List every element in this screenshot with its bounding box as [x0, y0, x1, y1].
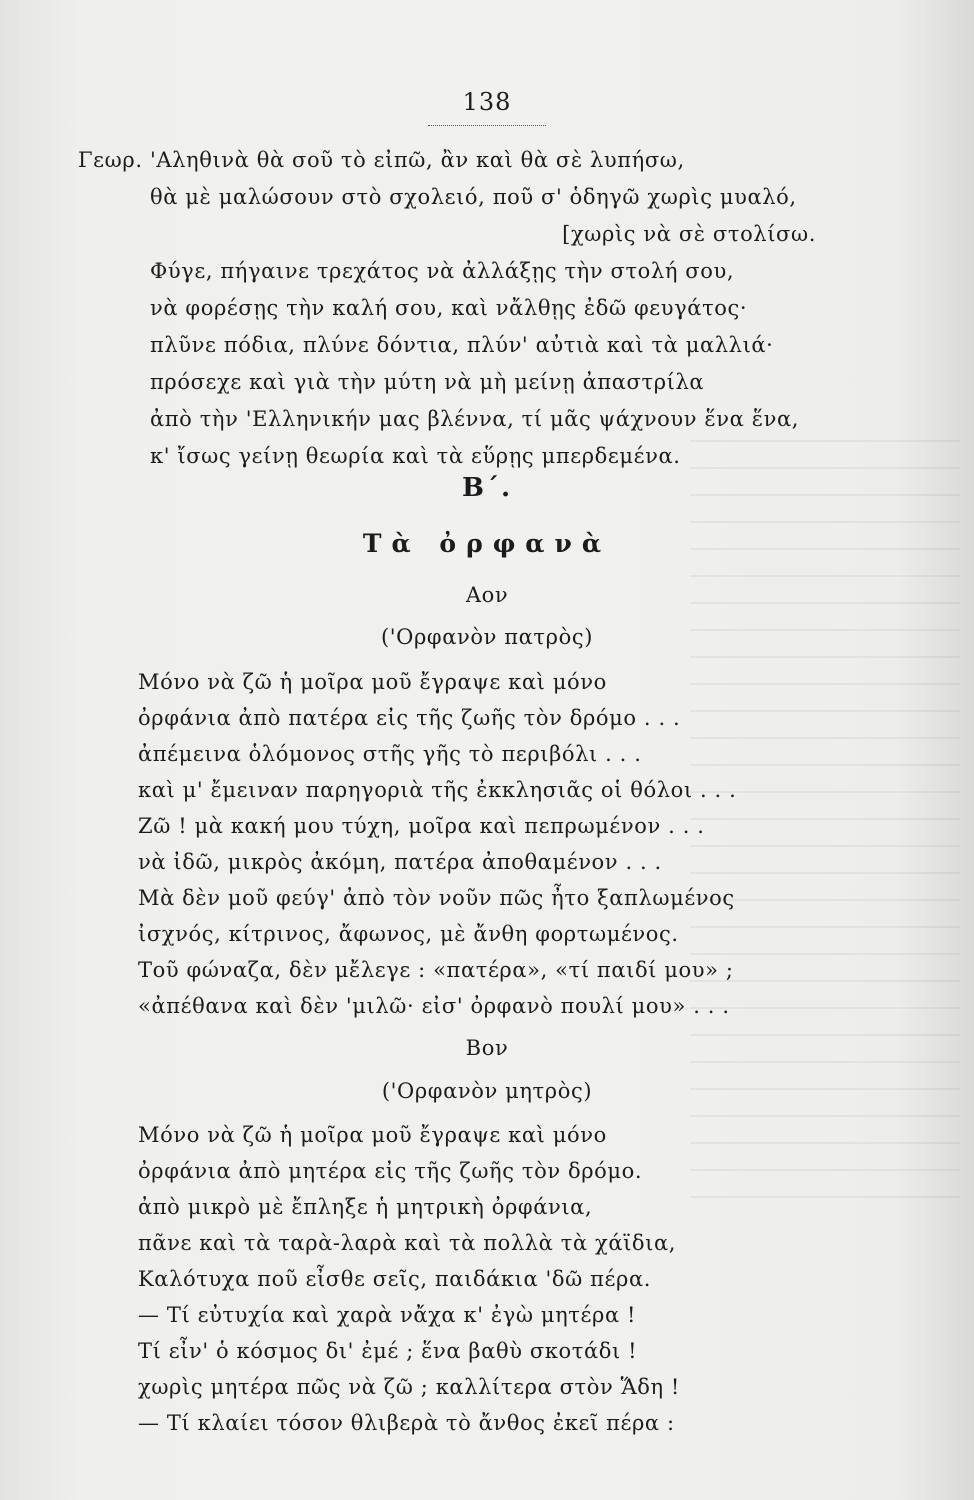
part-b-label: Βον [465, 1036, 509, 1060]
poem-line: χωρὶς μητέρα πῶς νὰ ζῶ ; καλλίτερα στὸν Ἅδη ! [138, 1375, 680, 1399]
poem-line: Τί εἶν' ὁ κόσμος δι' ἐμέ ; ἕνα βαθὺ σκοτάδι ! [138, 1339, 638, 1363]
dialogue-line: [χωρὶς νὰ σὲ στολίσω. [562, 222, 816, 246]
poem-line: Τοῦ φώναζα, δὲν μἔλεγε : «πατέρα», «τί παιδί μου» ; [138, 958, 734, 982]
poem-line: ἀπέμεινα ὁλόμονος στῆς γῆς τὸ περιβόλι . . . [138, 742, 642, 766]
part-a-label: Αον [465, 583, 509, 607]
page-number: 138 [462, 88, 512, 116]
poem-line: ὀρφάνια ἀπὸ μητέρα εἰς τῆς ζωῆς τὸν δρόμο. [138, 1159, 643, 1183]
header-rule [428, 125, 546, 126]
dialogue-line: 'Αληθινὰ θὰ σοῦ τὸ εἰπῶ, ἂν καὶ θὰ σὲ λυπήσω, [150, 148, 685, 172]
poem-line: πᾶνε καὶ τὰ ταρὰ-λαρὰ καὶ τὰ πολλὰ τὰ χάϊδια, [138, 1231, 677, 1255]
section-title: Τὰ ὀρφανὰ [362, 529, 612, 558]
speaker-label: Γεωρ. [78, 148, 143, 172]
poem-line: νὰ ἰδῶ, μικρὸς ἀκόμη, πατέρα ἀποθαμένον . . . [138, 850, 662, 874]
poem-line: Καλότυχα ποῦ εἶσθε σεῖς, παιδάκια 'δῶ πέρα. [138, 1267, 652, 1291]
dialogue-line: κ' ἴσως γείνῃ θεωρία καὶ τὰ εὕρῃς μπερδεμένα. [150, 444, 681, 468]
dialogue-line: θὰ μὲ μαλώσουν στὸ σχολειό, ποῦ σ' ὁδηγῶ χωρὶς μυαλό, [150, 185, 797, 209]
poem-line: ἀπὸ μικρὸ μὲ ἔπληξε ἡ μητρικὴ ὀρφάνια, [138, 1195, 593, 1219]
poem-line: Μὰ δὲν μοῦ φεύγ' ἀπὸ τὸν νοῦν πῶς ἦτο ξαπλωμένος [138, 886, 735, 910]
dialogue-line: νὰ φορέσῃς τὴν καλή σου, καὶ νἄλθῃς ἐδῶ φευγάτος· [150, 296, 748, 320]
poem-line: καὶ μ' ἔμειναν παρηγοριὰ τῆς ἐκκλησιᾶς οἱ θόλοι . . . [138, 778, 737, 802]
poem-line: ἰσχνός, κίτρινος, ἄφωνος, μὲ ἄνθη φορτωμένος. [138, 922, 679, 946]
poem-line: «ἀπέθανα καὶ δὲν 'μιλῶ· εἰσ' ὀρφανὸ πουλί μου» . . . [138, 994, 730, 1018]
poem-line: Ζῶ ! μὰ κακή μου τύχη, μοῖρα καὶ πεπρωμένον . . . [138, 814, 705, 838]
poem-line: Μόνο νὰ ζῶ ἡ μοῖρα μοῦ ἔγραψε καὶ μόνο [138, 1123, 607, 1147]
dialogue-line: πλῦνε πόδια, πλύνε δόντια, πλύν' αὐτιὰ καὶ τὰ μαλλιά· [150, 333, 774, 357]
poem-line: — Τί εὐτυχία καὶ χαρὰ νἄχα κ' ἐγὼ μητέρα ! [138, 1303, 637, 1327]
poem-line: — Τί κλαίει τόσον θλιβερὰ τὸ ἄνθος ἐκεῖ πέρα : [138, 1411, 675, 1435]
dialogue-line: Φύγε, πήγαινε τρεχάτος νὰ ἀλλάξῃς τὴν στολή σου, [150, 259, 735, 283]
section-number: B΄. [461, 473, 513, 503]
poem-line: Μόνο νὰ ζῶ ἡ μοῖρα μοῦ ἔγραψε καὶ μόνο [138, 670, 607, 694]
dialogue-line: ἀπὸ τὴν 'Ελληνικήν μας βλέννα, τί μᾶς ψάχνουν ἕνα ἕνα, [150, 407, 800, 431]
part-b-subtitle: ('Ορφανὸν μητρὸς) [381, 1079, 593, 1103]
poem-line: ὀρφάνια ἀπὸ πατέρα εἰς τῆς ζωῆς τὸν δρόμο . . . [138, 706, 681, 730]
dialogue-line: πρόσεχε καὶ γιὰ τὴν μύτη νὰ μὴ μείνῃ ἀπαστρίλα [150, 370, 705, 394]
part-a-subtitle: ('Ορφανὸν πατρὸς) [380, 625, 593, 649]
